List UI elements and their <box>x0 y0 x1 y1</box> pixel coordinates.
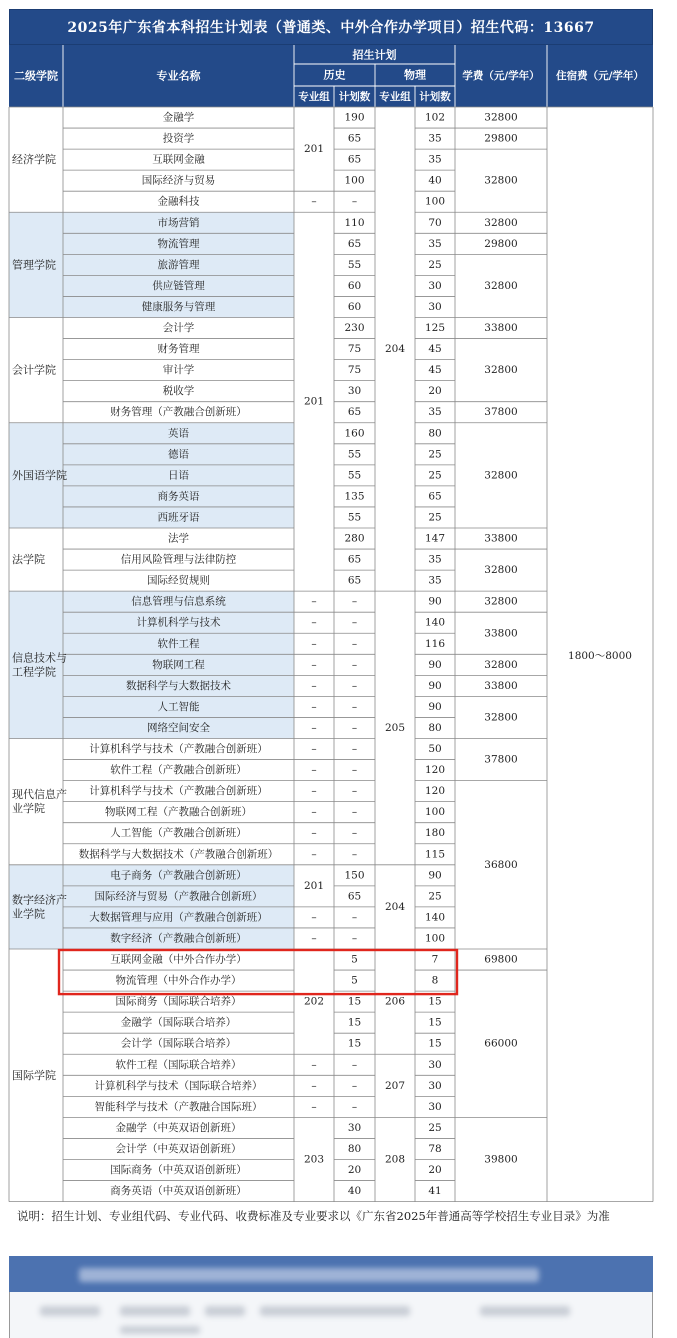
major-name: 金融学（中英双语创新班） <box>115 1121 242 1134</box>
major-name: 软件工程 <box>157 637 200 650</box>
major-name: 互联网金融（中外合作办学） <box>110 953 247 966</box>
physics-count: 120 <box>424 764 446 777</box>
history-group-code: 203 <box>303 1153 325 1166</box>
tuition-fee: 33800 <box>484 532 518 545</box>
history-count: 280 <box>344 532 365 545</box>
physics-group-code: 208 <box>384 1153 406 1166</box>
tuition-fee: 66000 <box>484 1037 518 1050</box>
physics-count: 90 <box>428 595 442 608</box>
physics-count: 100 <box>424 195 446 208</box>
history-count: – <box>351 806 358 819</box>
header-physics-group: 专业组 <box>379 91 411 103</box>
header-tuition: 学费（元/学年） <box>462 70 540 82</box>
physics-count: 90 <box>428 700 442 713</box>
physics-count: 35 <box>428 553 442 566</box>
major-name: 计算机科学与技术 <box>136 616 221 629</box>
major-name: 信用风险管理与法律防控 <box>120 553 237 566</box>
physics-count: 100 <box>424 806 446 819</box>
header-major: 专业名称 <box>156 69 201 83</box>
history-count: 15 <box>347 1016 362 1029</box>
blurred-header <box>9 1256 653 1292</box>
history-count: – <box>351 700 358 713</box>
tuition-fee: 32800 <box>484 658 518 671</box>
history-count: – <box>351 848 358 861</box>
major-name: 日语 <box>168 469 189 482</box>
major-name: 物流管理 <box>157 237 200 250</box>
major-name: 软件工程（国际联合培养） <box>115 1058 242 1071</box>
major-name: 信息管理与信息系统 <box>131 595 226 608</box>
college-name: 外国语学院 <box>12 468 67 482</box>
college-name: 工程学院 <box>12 665 56 679</box>
history-count: 15 <box>347 995 362 1008</box>
history-count: 15 <box>347 1037 362 1050</box>
physics-count: 35 <box>428 153 442 166</box>
tuition-fee: 32800 <box>484 216 518 229</box>
history-group-code: – <box>311 679 317 692</box>
dorm-fee: 1800～8000 <box>568 650 632 662</box>
major-name: 软件工程（产教融合创新班） <box>110 764 247 777</box>
physics-count: 25 <box>428 448 442 461</box>
physics-count: 147 <box>424 532 446 545</box>
tuition-fee: 36800 <box>484 858 518 871</box>
major-name: 金融学 <box>162 111 195 124</box>
major-name: 数字经济（产教融合创新班） <box>110 932 247 945</box>
major-name: 数据科学与大数据技术（产教融合创新班） <box>78 848 279 861</box>
history-count: 65 <box>347 890 362 903</box>
history-count: – <box>351 1079 358 1092</box>
history-count: 65 <box>347 574 362 587</box>
major-name: 物联网工程 <box>152 658 205 671</box>
physics-count: 8 <box>431 974 439 987</box>
history-group-code: 201 <box>303 143 325 156</box>
physics-count: 90 <box>428 679 442 692</box>
tuition-fee: 69800 <box>484 953 518 966</box>
physics-group-code: 206 <box>384 995 406 1008</box>
history-count: 30 <box>347 1121 362 1134</box>
tuition-fee: 37800 <box>484 406 518 419</box>
history-group-code: 201 <box>303 879 325 892</box>
footnote: 说明：招生计划、专业组代码、专业代码、收费标准及专业要求以《广东省2025年普通高等学校招生专业目录》为准 <box>17 1209 610 1223</box>
tuition-fee: 32800 <box>484 564 518 577</box>
tuition-fee: 33800 <box>484 627 518 640</box>
physics-count: 15 <box>428 995 442 1008</box>
major-name: 商务英语（中英双语创新班） <box>110 1185 247 1198</box>
header-history-count: 计划数 <box>338 91 371 103</box>
history-count: 40 <box>347 1185 362 1198</box>
history-count: – <box>351 932 358 945</box>
major-name: 会计学（国际联合培养） <box>120 1037 237 1050</box>
physics-count: 45 <box>428 343 442 356</box>
table-title: 2025年广东省本科招生计划表（普通类、中外合作办学项目）招生代码：13667 <box>9 9 653 45</box>
tuition-fee: 32800 <box>484 174 518 187</box>
physics-count: 15 <box>428 1037 442 1050</box>
header-dorm: 住宿费（元/学年） <box>556 70 644 82</box>
history-group-code: – <box>311 1079 317 1092</box>
major-name: 旅游管理 <box>157 258 200 271</box>
physics-count: 20 <box>428 385 442 398</box>
history-group-code: 202 <box>303 995 325 1008</box>
header-physics: 物理 <box>404 68 426 82</box>
physics-count: 80 <box>428 721 442 734</box>
major-name: 物流管理（中外合作办学） <box>115 974 242 987</box>
history-count: 60 <box>347 279 362 292</box>
history-count: – <box>351 827 358 840</box>
history-count: 100 <box>344 174 365 187</box>
history-count: – <box>351 764 358 777</box>
history-count: – <box>351 637 358 650</box>
major-name: 健康服务与管理 <box>141 300 216 313</box>
history-count: 110 <box>344 216 365 229</box>
major-name: 国际经济与贸易（产教融合创新班） <box>94 890 263 903</box>
header-physics-count: 计划数 <box>419 91 451 103</box>
physics-count: 30 <box>428 279 442 292</box>
college-name: 业学院 <box>12 802 45 816</box>
physics-count: 40 <box>428 174 442 187</box>
tuition-fee: 32800 <box>484 469 518 482</box>
physics-count: 41 <box>428 1185 442 1198</box>
major-name: 法学 <box>168 532 189 545</box>
tuition-fee: 32800 <box>484 279 518 292</box>
major-name: 互联网金融 <box>152 153 205 166</box>
history-group-code: – <box>311 827 317 840</box>
major-name: 财务管理 <box>157 343 200 356</box>
major-name: 供应链管理 <box>152 279 205 292</box>
college-name: 国际学院 <box>12 1068 56 1082</box>
physics-count: 20 <box>428 1164 442 1177</box>
physics-count: 35 <box>428 132 442 145</box>
physics-count: 30 <box>428 1100 442 1113</box>
major-name: 物联网工程（产教融合创新班） <box>105 806 252 819</box>
physics-count: 25 <box>428 258 442 271</box>
history-group-code: – <box>311 637 317 650</box>
major-name: 会计学（中英双语创新班） <box>115 1142 242 1155</box>
history-count: – <box>351 195 358 208</box>
physics-count: 102 <box>424 111 446 124</box>
physics-count: 115 <box>424 848 446 861</box>
physics-count: 120 <box>424 785 446 798</box>
physics-count: 30 <box>428 1079 442 1092</box>
major-name: 人工智能（产教融合创新班） <box>110 827 247 840</box>
blurred-row <box>9 1292 653 1338</box>
physics-group-code: 204 <box>384 900 406 913</box>
major-name: 计算机科学与技术（产教融合创新班） <box>89 785 268 798</box>
physics-count: 78 <box>428 1142 442 1155</box>
history-count: – <box>351 911 358 924</box>
history-group-code: – <box>311 1058 317 1071</box>
college-name: 现代信息产 <box>12 788 67 802</box>
college-name: 会计学院 <box>12 363 56 377</box>
physics-count: 140 <box>424 616 446 629</box>
history-count: 5 <box>351 974 358 987</box>
physics-count: 15 <box>428 1016 442 1029</box>
physics-count: 25 <box>428 511 442 524</box>
physics-count: 116 <box>424 637 446 650</box>
history-count: 55 <box>347 448 362 461</box>
history-count: 75 <box>347 364 362 377</box>
history-count: – <box>351 658 358 671</box>
blurred-second-table <box>9 1256 653 1338</box>
major-name: 审计学 <box>162 364 195 377</box>
tuition-fee: 32800 <box>484 711 518 724</box>
history-count: 55 <box>347 469 362 482</box>
tuition-fee: 33800 <box>484 322 518 335</box>
physics-count: 30 <box>428 1058 442 1071</box>
history-group-code: – <box>311 721 317 734</box>
history-count: 230 <box>344 322 365 335</box>
physics-count: 35 <box>428 406 442 419</box>
history-count: 5 <box>351 953 358 966</box>
major-name: 电子商务（产教融合创新班） <box>110 869 247 882</box>
major-name: 税收学 <box>162 385 195 398</box>
history-count: 135 <box>344 490 365 503</box>
physics-count: 65 <box>428 490 442 503</box>
major-name: 德语 <box>168 448 189 461</box>
history-group-code: – <box>311 764 317 777</box>
major-name: 智能科学与技术（产教融合国际班） <box>94 1100 263 1113</box>
major-name: 投资学 <box>162 132 195 145</box>
tuition-fee: 29800 <box>484 132 518 145</box>
major-name: 计算机科学与技术（国际联合培养） <box>94 1079 263 1092</box>
history-group-code: – <box>311 1100 317 1113</box>
physics-count: 50 <box>428 743 442 756</box>
college-name: 数字经济产 <box>12 893 67 907</box>
history-group-code: – <box>311 658 317 671</box>
physics-count: 35 <box>428 237 442 250</box>
history-count: 20 <box>347 1164 362 1177</box>
header-plan: 招生计划 <box>352 48 397 62</box>
history-group-code: – <box>311 743 317 756</box>
physics-count: 140 <box>424 911 446 924</box>
college-name: 经济学院 <box>12 153 56 167</box>
physics-count: 7 <box>431 953 439 966</box>
physics-count: 180 <box>424 827 446 840</box>
header-college: 二级学院 <box>14 69 58 83</box>
major-name: 国际经济与贸易 <box>141 174 216 187</box>
physics-count: 90 <box>428 658 442 671</box>
history-count: 65 <box>347 406 362 419</box>
major-name: 大数据管理与应用（产教融合创新班） <box>89 911 268 924</box>
history-count: 80 <box>347 1142 362 1155</box>
history-count: 75 <box>347 343 362 356</box>
history-group-code: 201 <box>303 395 325 408</box>
tuition-fee: 39800 <box>484 1153 518 1166</box>
physics-count: 35 <box>428 574 442 587</box>
history-group-code: – <box>311 700 317 713</box>
history-group-code: – <box>311 785 317 798</box>
major-name: 会计学 <box>162 322 195 335</box>
history-count: – <box>351 616 358 629</box>
history-count: 65 <box>347 553 362 566</box>
physics-count: 125 <box>424 322 446 335</box>
header-history-group: 专业组 <box>298 91 330 103</box>
tuition-fee: 32800 <box>484 364 518 377</box>
history-group-code: – <box>311 932 317 945</box>
header-history: 历史 <box>323 68 346 82</box>
tuition-fee: 29800 <box>484 237 518 250</box>
major-name: 网络空间安全 <box>147 721 210 734</box>
history-count: 30 <box>347 385 362 398</box>
history-count: 55 <box>347 258 362 271</box>
history-count: 60 <box>347 300 362 313</box>
tuition-fee: 32800 <box>484 111 518 124</box>
physics-count: 25 <box>428 1121 442 1134</box>
history-count: 55 <box>347 511 362 524</box>
major-name: 西班牙语 <box>157 511 200 524</box>
college-name: 管理学院 <box>12 258 56 272</box>
history-count: – <box>351 721 358 734</box>
major-name: 商务英语 <box>157 490 200 503</box>
major-name: 市场营销 <box>157 216 200 229</box>
physics-count: 45 <box>428 364 442 377</box>
history-count: – <box>351 785 358 798</box>
physics-count: 25 <box>428 469 442 482</box>
history-count: 65 <box>347 132 362 145</box>
physics-group-code: 204 <box>384 343 406 356</box>
major-name: 英语 <box>168 427 189 440</box>
major-name: 人工智能 <box>157 700 200 713</box>
history-group-code: – <box>311 195 317 208</box>
history-count: 190 <box>344 111 365 124</box>
history-count: – <box>351 1058 358 1071</box>
major-name: 计算机科学与技术（产教融合创新班） <box>89 743 268 756</box>
history-count: – <box>351 1100 358 1113</box>
college-name: 法学院 <box>12 553 45 567</box>
physics-count: 70 <box>428 216 442 229</box>
college-name: 信息技术与 <box>12 651 67 665</box>
major-name: 国际经贸规则 <box>147 574 210 587</box>
major-name: 国际商务（中英双语创新班） <box>110 1164 247 1177</box>
history-count: – <box>351 743 358 756</box>
major-name: 数据科学与大数据技术 <box>126 679 231 692</box>
major-name: 金融科技 <box>157 195 200 208</box>
tuition-fee: 37800 <box>484 753 518 766</box>
history-group-code: – <box>311 806 317 819</box>
history-group-code: – <box>311 911 317 924</box>
history-group-code: – <box>311 848 317 861</box>
history-count: – <box>351 679 358 692</box>
college-name: 业学院 <box>12 907 45 921</box>
history-count: – <box>351 595 358 608</box>
major-name: 国际商务（国际联合培养） <box>115 995 242 1008</box>
history-group-code: – <box>311 616 317 629</box>
major-name: 财务管理（产教融合创新班） <box>110 406 247 419</box>
physics-count: 25 <box>428 890 442 903</box>
physics-count: 80 <box>428 427 442 440</box>
history-group-code: – <box>311 595 317 608</box>
history-count: 150 <box>344 869 365 882</box>
physics-count: 100 <box>424 932 446 945</box>
history-count: 160 <box>344 427 365 440</box>
history-count: 65 <box>347 237 362 250</box>
physics-group-code: 205 <box>384 721 406 734</box>
major-name: 金融学（国际联合培养） <box>120 1016 237 1029</box>
physics-count: 90 <box>428 869 442 882</box>
physics-count: 30 <box>428 300 442 313</box>
physics-group-code: 207 <box>384 1079 406 1092</box>
tuition-fee: 33800 <box>484 679 518 692</box>
tuition-fee: 32800 <box>484 595 518 608</box>
history-count: 65 <box>347 153 362 166</box>
